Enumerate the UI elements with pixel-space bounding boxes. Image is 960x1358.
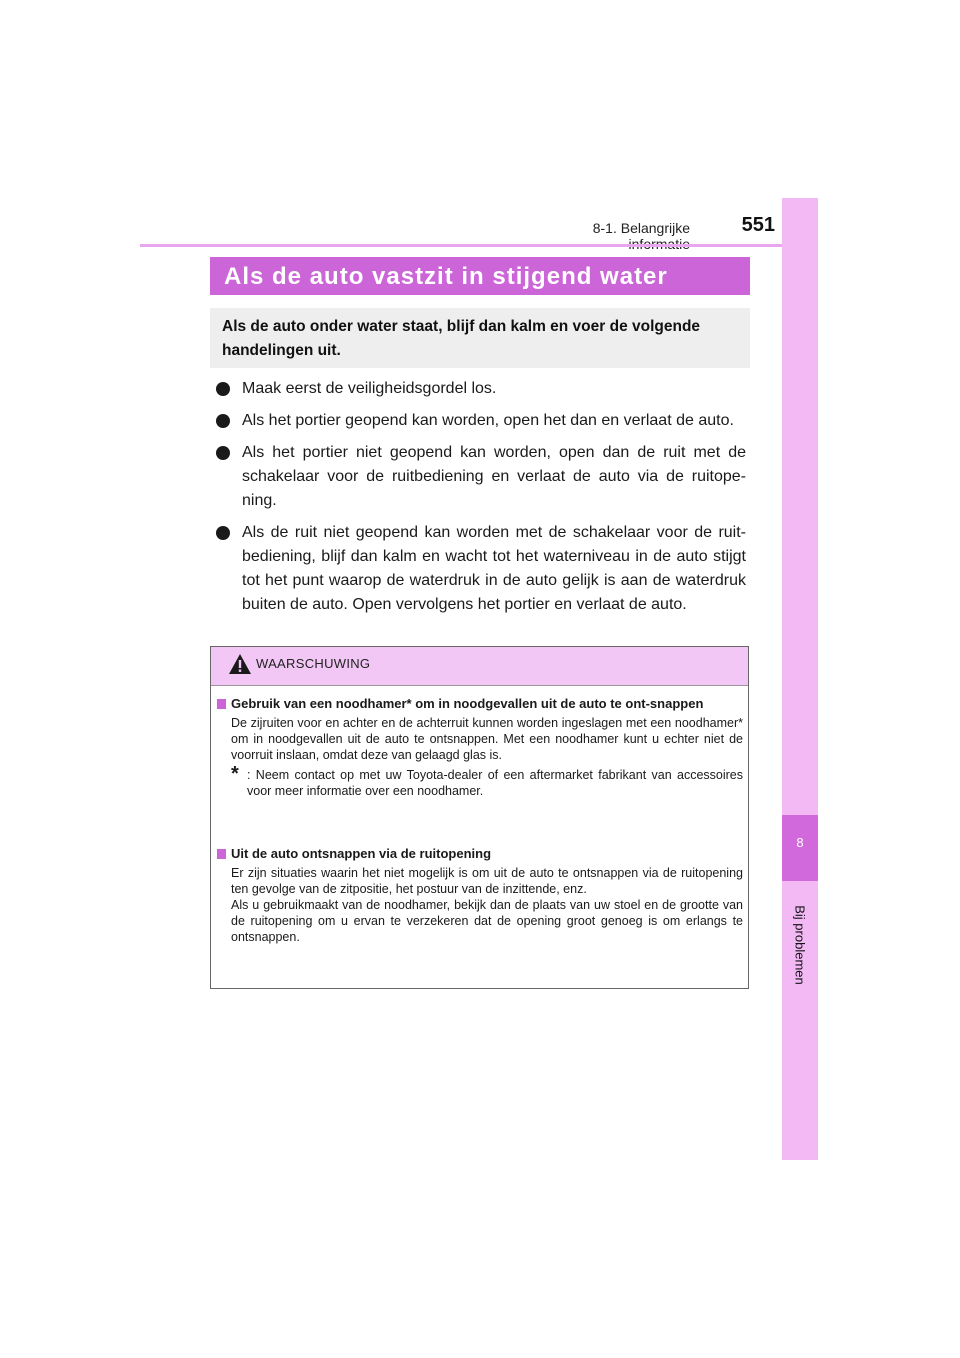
warning-item-emergency-hammer — [217, 696, 743, 799]
warning-item-window-escape — [217, 846, 743, 945]
square-bullet-icon — [217, 699, 226, 709]
header-section-title: 8-1. Belangrijke — [592, 220, 690, 236]
warning-item-heading — [217, 696, 743, 712]
section-title: Als de auto vastzit in stijgend water — [224, 263, 668, 290]
warning-item-heading — [217, 846, 743, 862]
list-item-text: Als het portier niet geopend kan worden, open dan de ruit met de schakelaar voor de ruitbediening en verlaat de auto via de ruitope-ning. — [242, 444, 746, 509]
footnote — [217, 763, 743, 799]
bullet-icon — [216, 446, 230, 460]
warning-header — [211, 647, 748, 686]
bullet-icon — [216, 526, 230, 540]
warning-triangle-icon — [228, 653, 252, 675]
warning-heading-text: Gebruik van een noodhamer* om in noodgevallen uit de auto te ont-snappen — [231, 696, 704, 711]
list-item-text: Als de ruit niet geopend kan worden met de schakelaar voor de ruit-bediening, blijf dan kalm en wacht tot het waterniveau in de auto stijgt tot het punt waarop de waterdruk in de auto gelijk is aan de waterdruk buiten de auto. Open vervolgens het portier en verlaat de auto. — [242, 524, 746, 613]
list-item-text: Als het portier geopend kan worden, open het dan en verlaat de auto. — [242, 412, 734, 429]
warning-item-text: Als u gebruikmaakt van de noodhamer, bekijk dan de plaats van uw stoel en de grootte van de ruitopening om u ervan te verzekeren dat de opening groot genoeg is om erlangs te ontsnappen. — [231, 898, 743, 944]
intro-box — [210, 308, 750, 368]
footnote-text: : Neem contact op met uw Toyota-dealer of een aftermarket fabrikant van accessoires voor meer informatie over een noodhamer. — [247, 768, 743, 798]
instruction-list — [214, 377, 746, 625]
square-bullet-icon — [217, 849, 226, 859]
list-item — [214, 521, 746, 617]
page-number: 551 — [741, 214, 775, 236]
chapter-side-tab — [782, 198, 818, 1160]
bullet-icon — [216, 414, 230, 428]
chapter-number: 8 — [782, 815, 818, 881]
list-item — [214, 409, 746, 433]
warning-title: WAARSCHUWING — [256, 656, 371, 671]
warning-item-text: Er zijn situaties waarin het niet mogelijk is om uit de auto te ontsnappen via de ruitopening ten gevolge van de zitpositie, het postuur van de inzittende, enz. — [231, 866, 743, 896]
chapter-label: Bij problemen — [792, 905, 808, 985]
bullet-icon — [216, 382, 230, 396]
list-item — [214, 377, 746, 401]
list-item-text: Maak eerst de veiligheidsgordel los. — [242, 380, 497, 397]
header-divider — [140, 244, 818, 247]
section-title-bar — [210, 257, 750, 295]
intro-text: Als de auto onder water staat, blijf dan kalm en voer de volgende handelingen uit. — [222, 318, 701, 359]
warning-heading-text: Uit de auto ontsnappen via de ruitopening — [231, 846, 492, 861]
footnote-marker: * — [231, 763, 239, 785]
chapter-label-container — [782, 890, 818, 1000]
warning-item-text: De zijruiten voor en achter en de achterruit kunnen worden ingeslagen met een noodhamer* om in noodgevallen uit de auto te ontsnappen. Met een noodhamer kunt u echter niet de voorruit inslaan, omdat deze van gelaagd glas is. — [231, 716, 743, 762]
warning-box — [210, 646, 749, 989]
list-item — [214, 441, 746, 513]
